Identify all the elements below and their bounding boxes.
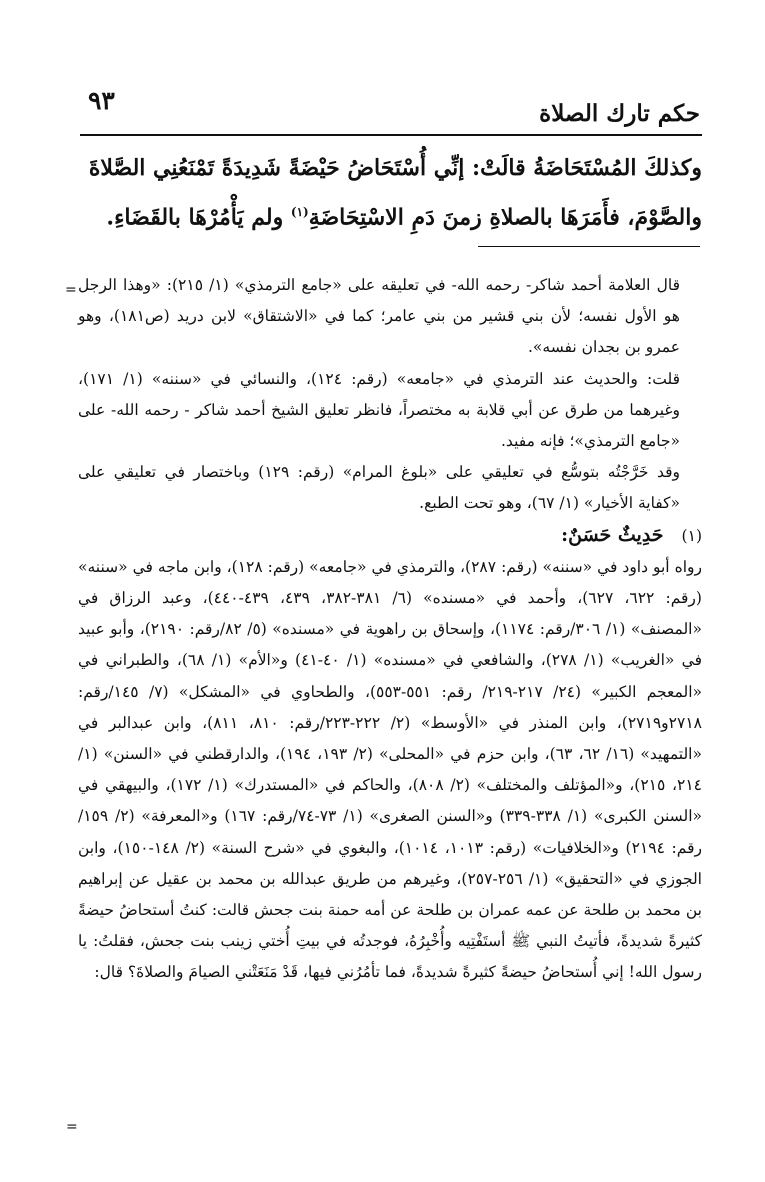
footnote-paragraph-4: رواه أبو داود في «سننه» (رقم: ٢٨٧)، والترمذي في «جامعه» (رقم: ١٢٨)، وابن ماجه في «سننه» (رقم: ٦٢٢، ٦٢٧)، وأحمد في «مسنده» (٦/ ٣٨١-٣٨٢، ٤٣٩، ٤٣٩-٤٤٠)، وعبد الرزاق في «المصنف» (١/ ٣٠٦/رقم: ١١٧٤)، وإسحاق بن راهوية في «مسنده» (٥/ ٨٢/رقم: ٢١٩٠)، وأبو عبيد في «الغريب» (١/ ٢٧٨)، والشافعي في «مسنده» (١/ ٤٠-٤١) و«الأم» (١/ ٦٨)، والطبراني في «المعجم الكبير» (٢٤/ ٢١٧-٢١٩/ رقم: ٥٥١-٥٥٣)، والطحاوي في «المشكل» (٧/ ١٤٥/رقم: ٢٧١٨و٢٧١٩)، وابن المنذر في «الأوسط» (٢/ ٢٢٢-٢٢٣/رقم: ٨١٠، ٨١١)، وابن عبدالبر في «التمهيد» (١٦/ ٦٢، ٦٣)، وابن حزم في «المحلى» (٢/ ١٩٣، ١٩٤)، والدارقطني في «السنن» (١/ ٢١٤، ٢١٥)، و«المؤتلف والمختلف» (٢/ ٨٠٨)، والحاكم في «المستدرك» (١/ ١٧٢)، والبيهقي في «السنن الكبرى» (١/ ٣٣٨-٣٣٩) و«السنن الصغرى» (١/ ٧٣-٧٤/رقم: ١٦٧) و«المعرفة» (٢/ ١٥٩/ رقم: ٢١٩٤) و«الخلافيات» (رقم: ١٠١٣، ١٠١٤)، والبغوي في «شرح السنة» (٢/ ١٤٨-١٥٠)، وابن الجوزي في «التحقيق» (١/ ٢٥٦-٢٥٧)، وغيرهم من طريق عبدالله بن محمد بن عقيل عن إبراهيم بن محمد بن طلحة عن عمه عمران بن طلحة عن أمه حمنة بنت جحش قالت: كنتُ أستحاضُ حيضةً كثيرةً شديدةً، فأتيتُ النبي ﷺ أستَفْتِيه وأُخْبِرُهُ، فوجدتُه في بيتِ أُختي زينب بنت جحش، فقلتُ: يا رسول الله! إني أُستحاضُ حيضةً كثيرةً شديدةً، فما تأمُرُني فيها، قَدْ مَنَعَتْني الصيامَ والصلاةَ؟ قال: [78,557,703,982]
footnote-divider [478,246,700,247]
footnote-paragraph-3: وقد خَرَّجْتُه بتوسُّع في تعليقي على «بلوغ المرام» (رقم: ١٢٩) وباختصار في تعليقي على «كفاية الأخيار» (١/ ٦٧)، وهو تحت الطبع. [78,463,680,513]
main-text-line-2-start: والصَّوْمَ، فأَمَرَهَا بالصلاةِ زمنَ دَمِ الاسْتِحَاضَةِ [308,204,702,231]
running-title: حكم تارك الصلاة [539,100,700,127]
main-text-line-1: وكذلكَ المُسْتَحَاضَةُ قالَتْ: إنِّي أُسْتَحَاضُ حَيْضَةً شَدِيدَةً تَمْنَعُنِي الصَّلاةَ [88,155,702,181]
footnote-paragraph-2: قلت: والحديث عند الترمذي في «جامعه» (رقم: ١٢٤)، والنسائي في «سننه» (١/ ١٧١)، وغيرهما من طرق عن أبي قلابة به مختصراً، فانظر تعليق الشيخ أحمد شاكر - رحمه الله- على «جامع الترمذي»؛ فإنه مفيد. [78,369,680,451]
footnote-1-heading: حَدِيثٌ حَسَنٌ: [561,523,664,546]
header-divider [80,134,702,136]
main-text-line-2 [86,190,702,239]
continuation-mark-top: = [65,282,77,298]
page-number: ٩٣ [88,86,115,115]
footnotes [78,270,702,989]
page-header [80,86,700,138]
footnote-paragraph-1: قال العلامة أحمد شاكر- رحمه الله- في تعليقه على «جامع الترمذي» (١/ ٢١٥): «وهذا الرجل هو الأول نفسه؛ لأن بني قشير من بني عامر؛ كما في «الاشتقاق» لابن دريد (ص١٨١)، وهو عمرو بن بجدان نفسه». [78,276,681,357]
footnote-1-number: (١) [681,526,702,545]
main-text-line-2-end: ولم يَأْمُرْهَا بالقَضَاءِ. [106,204,291,231]
footnote-reference: (١) [290,205,309,219]
continuation-mark-bottom: = [66,1119,78,1135]
footnote-1-heading-row [78,520,702,552]
main-text [86,146,702,239]
